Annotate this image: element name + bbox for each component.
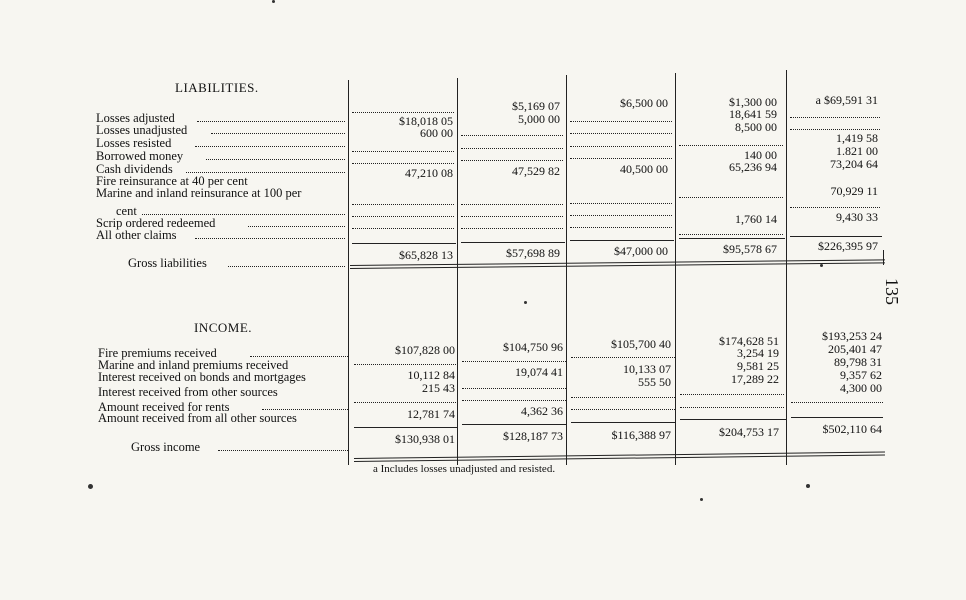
total-label: Gross liabilities (128, 256, 207, 270)
total-cell: $116,388 97 (611, 428, 671, 442)
column-rule (786, 70, 787, 465)
cell: 205,401 47 (828, 342, 882, 356)
column-rule (566, 75, 567, 465)
column-rule (457, 78, 458, 465)
cell: 65,236 94 (729, 160, 777, 174)
cell: 73,204 64 (830, 157, 878, 171)
row-label: All other claims (96, 228, 177, 242)
footnote: a Includes losses unadjusted and resisted. (373, 463, 556, 475)
cell: 4,300 00 (840, 381, 882, 395)
total-cell: $57,698 89 (506, 246, 560, 260)
cell: $6,500 00 (620, 96, 668, 110)
cell: $107,828 00 (395, 343, 455, 357)
cell: 17,289 22 (731, 372, 779, 386)
row-label: Scrip ordered redeemed (96, 216, 216, 230)
row-label: Losses resisted (96, 136, 172, 150)
page-number: 135 (882, 278, 902, 305)
cell: $18,018 05 (399, 114, 453, 128)
cell: 1,419 58 (836, 131, 878, 145)
cell: 555 50 (638, 375, 671, 389)
row-label: Cash dividends (96, 162, 173, 176)
row-label: Fire reinsurance at 40 per cent (96, 174, 248, 188)
cell: $193,253 24 (822, 329, 882, 343)
total-label: Gross income (131, 440, 201, 454)
row-label: Amount received for rents (98, 400, 230, 414)
cell: 9,357 62 (840, 368, 882, 382)
cell: 40,500 00 (620, 162, 668, 176)
cell: 89,798 31 (834, 355, 882, 369)
row-label: Amount received from all other sources (98, 411, 297, 425)
cell: $174,628 51 (719, 334, 779, 348)
cell: 140 00 (744, 148, 777, 162)
cell: a $69,591 31 (815, 93, 878, 107)
row-label: Fire premiums received (98, 346, 217, 360)
cell: 10,112 84 (407, 368, 455, 382)
row-label: cent (116, 204, 137, 218)
total-cell: $47,000 00 (614, 244, 668, 258)
cell: 9,581 25 (737, 359, 779, 373)
row-label: Losses unadjusted (96, 123, 188, 137)
cell: 600 00 (420, 126, 453, 140)
income-heading: INCOME. (194, 320, 253, 335)
row-label: Interest received on bonds and mortgages (98, 370, 306, 384)
cell: 5,000 00 (518, 112, 560, 126)
cell: $104,750 96 (503, 340, 563, 354)
cell: $5,169 07 (512, 99, 560, 113)
column-rule (675, 73, 676, 465)
cell: 10,133 07 (623, 362, 671, 376)
cell: 12,781 74 (407, 407, 455, 421)
cell: 47,529 82 (512, 164, 560, 178)
cell: 19,074 41 (515, 365, 563, 379)
row-label: Marine and inland premiums received (98, 358, 289, 372)
cell: 47,210 08 (405, 166, 453, 180)
liabilities-heading: LIABILITIES. (175, 80, 259, 95)
total-cell: $226,395 97 (818, 239, 878, 253)
row-label: Losses adjusted (96, 111, 175, 125)
cell: 8,500 00 (735, 120, 777, 134)
cell: 18,641 59 (729, 107, 777, 121)
column-rule (348, 80, 349, 465)
cell: 9,430 33 (836, 210, 878, 224)
cell: 70,929 11 (830, 184, 878, 198)
cell: 1.821 00 (836, 144, 878, 158)
total-cell: $502,110 64 (822, 422, 882, 436)
row-label: Marine and inland reinsurance at 100 per (96, 186, 302, 200)
cell: $105,700 40 (611, 337, 671, 351)
total-cell: $95,578 67 (723, 242, 777, 256)
total-cell: $204,753 17 (719, 425, 779, 439)
cell: 4,362 36 (521, 404, 563, 418)
total-cell: $128,187 73 (503, 429, 563, 443)
total-cell: $130,938 01 (395, 432, 455, 446)
total-cell: $65,828 13 (399, 248, 453, 262)
row-label: Interest received from other sources (98, 385, 278, 399)
cell: 215 43 (422, 381, 455, 395)
row-label: Borrowed money (96, 149, 184, 163)
cell: 1,760 14 (735, 212, 777, 226)
cell: 3,254 19 (737, 346, 779, 360)
cell: $1,300 00 (729, 95, 777, 109)
